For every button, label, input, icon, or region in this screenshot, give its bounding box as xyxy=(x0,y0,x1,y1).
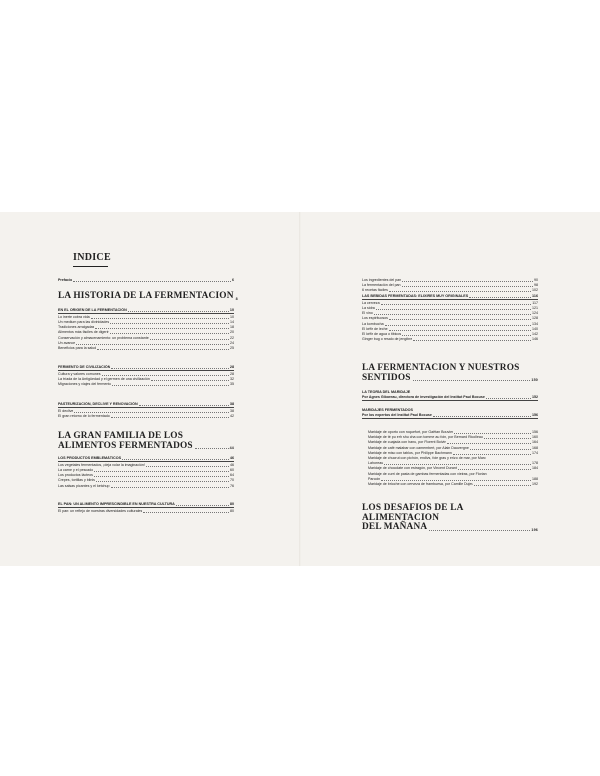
section-title: FERMENTO DE CIVILIZACIÓN 28 xyxy=(58,365,234,369)
toc-row: 6 recetas fáciles 102 xyxy=(362,288,538,293)
chapter-1 xyxy=(58,291,238,302)
toc-row: Maridaje de miso con tablos, por Philippe Bachmann 174 xyxy=(368,450,538,455)
chapter-title: LA GRAN FAMILIA DE LOS ALIMENTOS FERMENTADOS 44 xyxy=(58,431,234,451)
section-title: MARIDAJES FERMENTADOS xyxy=(362,408,413,412)
toc-row: El kéfir de agua o tibicos 142 xyxy=(362,331,538,336)
toc-row: Maridaje de oporto con roquefort, por Gaëtan Bouvier 156 xyxy=(368,430,538,434)
toc-row: Un medium para las divinidades 14 xyxy=(58,319,234,324)
toc-row: La sidra 121 xyxy=(362,305,538,310)
toc-row: Maridaje de brioche con cerveza de frambuesa, por Camille Dujeu 192 xyxy=(368,481,538,486)
section-bebidas xyxy=(362,294,538,342)
chapter-4 xyxy=(362,504,538,533)
toc-row: Por los expertos del Institut Paul Bocuse 156 xyxy=(362,413,538,418)
toc-row: Maridaje de chucrut con pichón, endivs, foie gras y erizo de mar, por Marc Lahoreau 178 xyxy=(368,455,538,466)
section-pan xyxy=(58,502,234,514)
book-gutter xyxy=(299,212,301,566)
section-origen xyxy=(58,308,234,351)
prefacio-entry xyxy=(58,278,234,283)
section-teoria xyxy=(362,390,538,402)
toc-row: La fermentación del pan 98 xyxy=(362,283,538,288)
toc-row: El vino 124 xyxy=(362,311,538,316)
section-title: EN EL ORIGEN DE LA FERMENTACIÓN 10 xyxy=(58,308,234,312)
toc-row: El declive 38 xyxy=(58,408,234,413)
toc-row: El pan: un reflejo de nuestras diversidades culturales 80 xyxy=(58,508,234,513)
pairings-list xyxy=(362,430,538,487)
toc-row: Prefacio 6 xyxy=(58,278,234,282)
chapter-title: LA FERMENTACION Y NUESTROS SENTIDOS 150 xyxy=(362,363,538,383)
section-title: LA TEORÍA DEL MARIDAJE xyxy=(362,390,411,394)
toc-row: Las salsas picantes y el ketchup 76 xyxy=(58,483,234,488)
chapter-title: LOS DESAFIOS DE LA ALIMENTACION DEL MAÑANA 196 xyxy=(362,503,538,533)
toc-row: Por Agnes Giboreau, directora de investigación del Institut Paul Bocuse 152 xyxy=(362,395,538,400)
section-pasteurizacion xyxy=(58,402,234,419)
toc-row: Tradiciones arraigadas 18 xyxy=(58,325,234,330)
chapter-title: LA HISTORIA DE LA FERMENTACION 8 xyxy=(58,291,238,301)
section-productos xyxy=(58,456,234,489)
section-title: LOS PRODUCTOS EMBLEMÁTICOS 46 xyxy=(58,456,234,460)
chapter-3 xyxy=(362,364,538,383)
toc-row: Los espirituosos 128 xyxy=(362,316,538,321)
index-title: INDICE xyxy=(73,252,111,263)
toc-row: Los productos lácteos 64 xyxy=(58,473,234,478)
toc-row: Beneficios para la salud 25 xyxy=(58,345,234,350)
toc-row: Cultura y valores comunes 28 xyxy=(58,371,234,376)
left-page xyxy=(58,212,238,566)
toc-row: Los ingredientes del pan 90 xyxy=(362,278,538,282)
toc-row: Crepes, tortillas y blinis 70 xyxy=(58,478,234,483)
toc-row: El kéfir de leche 140 xyxy=(362,326,538,331)
toc-row: Alimentos más fáciles de digerir 20 xyxy=(58,330,234,335)
toc-row: Maridaje de chocolate con estragón, por Vincent Durant 184 xyxy=(368,466,538,471)
toc-row: La carne y el pescado 60 xyxy=(58,467,234,472)
toc-row: Maridaje de café malabar con camembert, por Alain Dauvergne 168 xyxy=(368,445,538,450)
toc-row: Lo inerte cobra vida 10 xyxy=(58,314,234,319)
section-title: PASTEURIZACIÓN, DECLIVE Y RENOVACIÓN 38 xyxy=(58,402,234,406)
section-title: LAS BEBIDAS FERMENTADAS: ELIXIRES MUY ORIGINALES 116 xyxy=(362,294,538,298)
chapter-2 xyxy=(58,432,234,451)
toc-row: Maridaje de cuajada con hanu, por Florent Boivin 164 xyxy=(368,440,538,445)
toc-row: La kombucha 134 xyxy=(362,321,538,326)
section-maridajes xyxy=(362,408,538,420)
toc-row: La cerveza 117 xyxy=(362,300,538,305)
book-spread xyxy=(0,212,600,566)
toc-row: Maridaje de curri de pasta de gambas fermentadas con vieiras, por Florian Parcoin 188 xyxy=(368,471,538,481)
toc-row: Un avance 24 xyxy=(58,340,234,345)
toc-row: Maridaje de té pu erh shu cha con tomme au foin, por Bernard Ricolleau 160 xyxy=(368,435,538,440)
pan-continued xyxy=(362,278,538,294)
toc-row: Ginger bug o resalo de jengibre 146 xyxy=(362,337,538,342)
toc-row: El gran retorno de lo fermentado 42 xyxy=(58,413,234,418)
section-title: EL PAN: UN ALIMENTO IMPRESCINDIBLE EN NUESTRA CULTURA 80 xyxy=(58,502,234,506)
section-civilizacion xyxy=(58,365,234,387)
toc-row: La tríada de la Antigüedad y el germen de una civilización 32 xyxy=(58,376,234,381)
right-page xyxy=(362,212,538,566)
toc-row: Migraciones y viajes del fermento 35 xyxy=(58,382,234,387)
toc-row: Conservación y almacenamiento: un problema constante 22 xyxy=(58,335,234,340)
toc-row: Los vegetales fermentados, ¡deja volar la imaginación! 46 xyxy=(58,462,234,467)
